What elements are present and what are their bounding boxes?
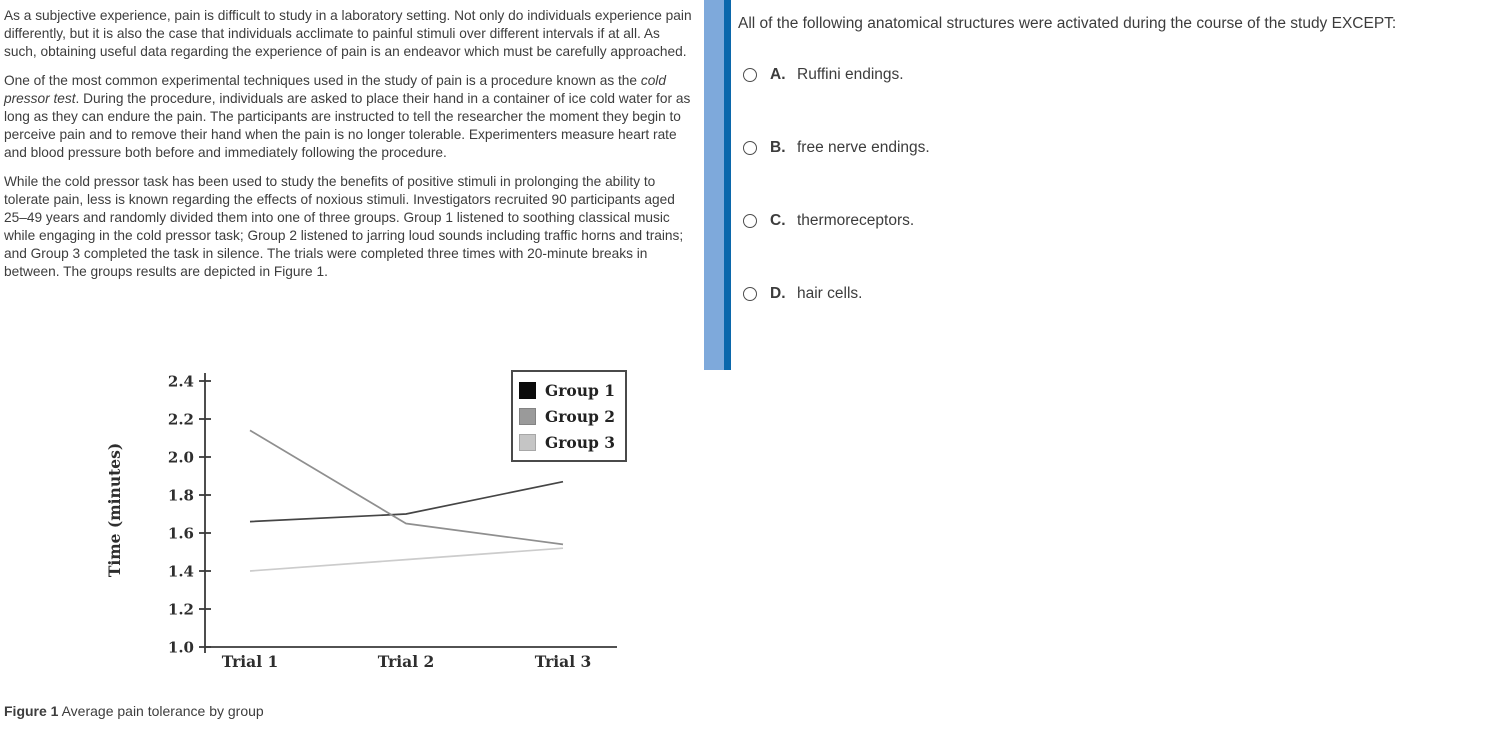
panel-divider	[704, 0, 724, 370]
legend-label: Group 1	[545, 380, 616, 400]
y-tick-label: 1.8	[167, 486, 194, 505]
legend-row-group-1	[519, 377, 615, 403]
y-tick-label: 1.4	[167, 562, 194, 581]
radio-button-d[interactable]	[743, 287, 757, 301]
option-text-d: hair cells.	[797, 285, 863, 302]
legend-row-group-3	[519, 429, 615, 455]
y-tick-label: 1.2	[167, 600, 194, 619]
option-text-c: thermoreceptors.	[797, 212, 915, 229]
radio-button-c[interactable]	[743, 214, 757, 228]
y-tick-label: 1.0	[167, 638, 194, 657]
option-letter-c: C.	[770, 212, 786, 229]
figure-caption-text: Average pain tolerance by group	[58, 703, 264, 719]
y-tick-label: 2.4	[167, 372, 194, 391]
answer-option-b[interactable]	[738, 138, 1502, 158]
x-category-label: Trial 1	[221, 652, 279, 671]
answer-option-d[interactable]	[738, 284, 1502, 304]
question-panel	[738, 0, 1502, 734]
legend-swatch	[519, 408, 536, 425]
legend-label: Group 3	[545, 432, 616, 452]
answer-options	[738, 65, 1502, 304]
radio-button-a[interactable]	[743, 68, 757, 82]
answer-option-c[interactable]	[738, 211, 1502, 231]
y-axis-title: Time (minutes)	[105, 442, 124, 578]
option-text-b: free nerve endings.	[797, 139, 930, 156]
series-line-group-3	[250, 548, 563, 571]
passage-paragraph-2-after: . During the procedure, individuals are asked to place their hand in a container of ice cold water for as long as they can endure the pain. The participants are instructed to tell the researcher the moment they begin to perceive pain and to remove their hand when the pain is no longer tolerable. Experimenters measure heart rate and blood pressure both before and immediately following the procedure.	[4, 91, 691, 160]
answer-option-a[interactable]	[738, 65, 1502, 85]
passage-paragraph-1: As a subjective experience, pain is difficult to study in a laboratory setting. Not only do individuals experience pain differently, but it is also the case that individuals acclimate to painful stimuli over different intervals if at all. As such, obtaining useful data regarding the experience of pain is an endeavor which must be carefully approached.	[4, 8, 692, 59]
option-text-a: Ruffini endings.	[797, 66, 904, 83]
legend-label: Group 2	[545, 406, 616, 426]
passage-paragraph-2-before: One of the most common experimental techniques used in the study of pain is a procedure known as the	[4, 73, 641, 88]
legend-swatch	[519, 382, 536, 399]
y-tick-label: 2.0	[167, 448, 194, 467]
x-category-label: Trial 2	[377, 652, 435, 671]
chart-legend	[511, 370, 627, 462]
y-tick-label: 1.6	[167, 524, 194, 543]
series-line-group-1	[250, 482, 563, 522]
x-category-label: Trial 3	[534, 652, 592, 671]
figure-caption-label: Figure 1	[4, 703, 59, 719]
figure-1-chart	[98, 362, 643, 692]
option-letter-a: A.	[770, 66, 786, 83]
question-text: All of the following anatomical structures were activated during the course of the study EXCEPT:	[738, 15, 1397, 32]
option-letter-b: B.	[770, 139, 786, 156]
cold-pressor-test-term: cold pressor test	[4, 73, 666, 106]
legend-row-group-2	[519, 403, 615, 429]
radio-button-b[interactable]	[743, 141, 757, 155]
passage-paragraph-2	[4, 72, 695, 162]
legend-swatch	[519, 434, 536, 451]
y-tick-label: 2.2	[167, 410, 194, 429]
option-letter-d: D.	[770, 285, 786, 302]
panel-divider-accent	[724, 0, 731, 370]
passage-paragraph-3: While the cold pressor task has been used to study the benefits of positive stimuli in prolonging the ability to tolerate pain, less is known regarding the effects of noxious stimuli. Investigators recruited 90 participants aged 25–49 years and randomly divided them into one of three groups. Group 1 listened to soothing classical music while engaging in the cold pressor task; Group 2 listened to jarring loud sounds including traffic horns and trains; and Group 3 completed the task in silence. The trials were completed three times with 20-minute breaks in between. The groups results are depicted in Figure 1.	[4, 174, 684, 279]
passage-panel	[4, 7, 695, 292]
figure-caption	[4, 703, 264, 719]
